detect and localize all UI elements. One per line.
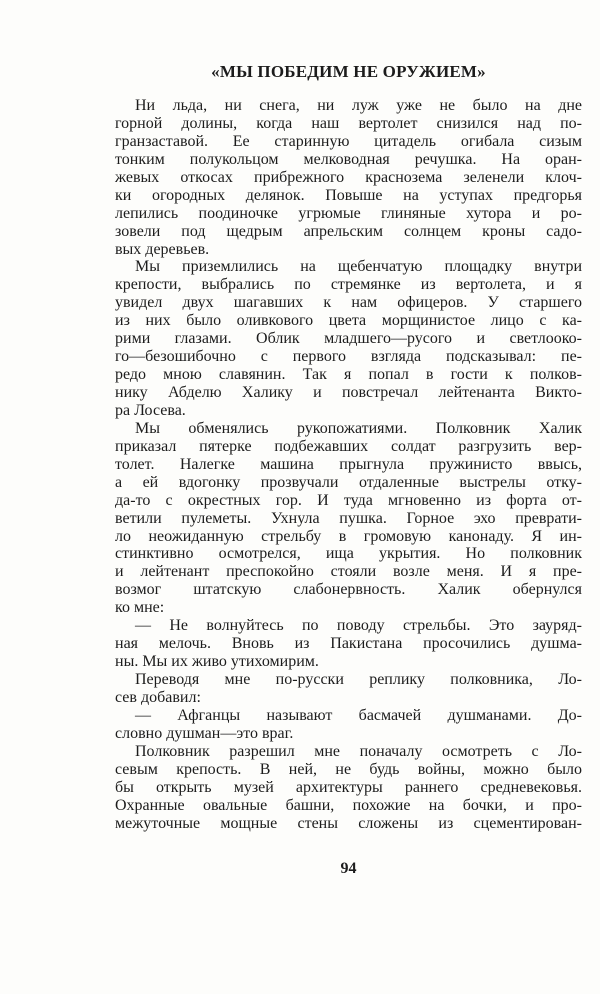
text-line: приказал пятерке подбежавших солдат разгрузить вер- bbox=[115, 437, 582, 455]
text-line: гранзаставой. Ее старинную цитадель огибала сизым bbox=[115, 132, 582, 150]
text-line: ветили пулеметы. Ухнула пушка. Горное эхо преврати- bbox=[115, 509, 582, 527]
text-line: из них было оливкового цвета морщинистое лицо с ка- bbox=[115, 312, 582, 330]
text-line: горной долины, когда наш вертолет снизился над по- bbox=[115, 114, 582, 132]
text-line: Охранные овальные башни, похожие на бочки, и про- bbox=[115, 796, 582, 814]
paragraph bbox=[115, 743, 582, 833]
text-line: зовели под щедрым апрельским солнцем кроны садо- bbox=[115, 222, 582, 240]
text-line: ны. Мы их живо утихомирим. bbox=[115, 653, 319, 671]
text-line: возмог штатскую слабонервность. Халик обернулся bbox=[115, 581, 582, 599]
text-line: севым крепость. В ней, не будь войны, можно было bbox=[115, 760, 582, 778]
text-line: ки огородных делянок. Повыше на уступах предгорья bbox=[115, 186, 582, 204]
paragraph bbox=[115, 258, 582, 419]
text-line: Переводя мне по-русски реплику полковника, Ло- bbox=[135, 671, 582, 688]
paragraph bbox=[115, 97, 582, 258]
text-line: крепости, выбрались по стремянке из вертолета, и я bbox=[115, 276, 582, 294]
text-line: стинктивно осмотрелся, ища укрытия. Но полковник bbox=[115, 545, 582, 563]
text-line: Ни льда, ни снега, ни луж уже не было на дне bbox=[135, 97, 582, 114]
text-line: редо мною славянин. Так я попал в гости к полков- bbox=[115, 366, 582, 384]
text-line: увидел двух шагавших к нам офицеров. У старшего bbox=[115, 294, 582, 312]
text-line: а ей вдогонку прозвучали отдаленные выстрелы отку- bbox=[115, 473, 582, 491]
text-line: ко мне: bbox=[115, 599, 165, 617]
text-line: ная мелочь. Вновь из Пакистана просочились душма- bbox=[115, 635, 582, 653]
chapter-title: «МЫ ПОБЕДИМ НЕ ОРУЖИЕМ» bbox=[211, 62, 486, 81]
text-line: сев добавил: bbox=[115, 688, 201, 706]
paragraph bbox=[115, 617, 582, 671]
text-line: вых деревьев. bbox=[115, 240, 210, 258]
text-line: Мы приземлились на щебенчатую площадку внутри bbox=[135, 258, 582, 276]
text-line: ло неожиданную стрельбу в громовую канонаду. Я ин- bbox=[115, 527, 582, 545]
text-line: толет. Налегке машина прыгнула пружинисто ввысь, bbox=[115, 455, 582, 473]
text-line: — Афганцы называют басмачей душманами. До- bbox=[135, 706, 582, 724]
text-line: жевых откосах прибрежного краснозема зеленели клоч- bbox=[115, 168, 582, 186]
text-line: рими глазами. Облик младшего—русого и светлооко- bbox=[115, 330, 582, 348]
text-line: бы открыть музей архитектуры раннего средневековья. bbox=[115, 778, 582, 796]
text-line: словно душман—это враг. bbox=[115, 724, 294, 742]
page-number: 94 bbox=[340, 860, 357, 877]
paragraph bbox=[115, 671, 582, 707]
paragraph bbox=[115, 707, 582, 743]
text-line: лепились поодиночке угрюмые глиняные хутора и ро- bbox=[115, 204, 582, 222]
text-line: нику Абделю Халику и повстречал лейтенанта Викто- bbox=[115, 384, 582, 401]
paragraph bbox=[115, 420, 582, 617]
body-text bbox=[115, 97, 582, 832]
text-line: тонким полукольцом мелководная речушка. На оран- bbox=[115, 150, 582, 168]
text-line: да-то с окрестных гор. И туда мгновенно из форта от- bbox=[115, 491, 582, 509]
text-line: ра Лосева. bbox=[115, 401, 186, 419]
text-line: Полковник разрешил мне поначалу осмотреть с Ло- bbox=[135, 742, 582, 760]
text-line: го—безошибочно с первого взгляда подсказывал: пе- bbox=[115, 348, 582, 366]
text-line: и лейтенант преспокойно стояли возле меня. И я пре- bbox=[115, 563, 582, 581]
text-line: межуточные мощные стены сложены из сцементирован- bbox=[115, 814, 582, 832]
text-line: — Не волнуйтесь по поводу стрельбы. Это зауряд- bbox=[135, 617, 582, 635]
text-line: Мы обменялись рукопожатиями. Полковник Халик bbox=[135, 419, 582, 437]
